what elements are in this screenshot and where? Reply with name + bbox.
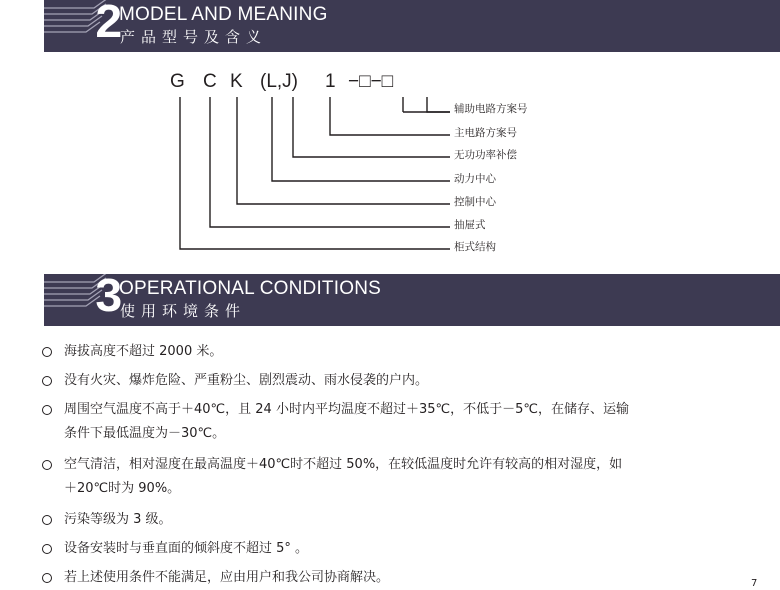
condition-text: 污染等级为 3 级。 xyxy=(64,512,172,527)
bullet-circle-icon xyxy=(42,460,52,470)
section-2-banner xyxy=(44,0,780,52)
section-title-cn: 使用环境条件 xyxy=(120,302,247,320)
list-item xyxy=(40,398,740,446)
bullet-circle-icon xyxy=(42,347,52,357)
meaning-main-circuit: 主电路方案号 xyxy=(454,127,517,139)
condition-text: 设备安装时与垂直面的倾斜度不超过 5° 。 xyxy=(64,541,309,556)
section-title-cn: 产品型号及含义 xyxy=(120,28,268,46)
condition-text-cont: ＋20℃时为 90%。 xyxy=(64,481,181,496)
list-item xyxy=(40,340,740,364)
condition-text: 没有火灾、爆炸危险、严重粉尘、剧烈震动、雨水侵袭的户内。 xyxy=(64,373,429,388)
model-char-lj: (L,J) xyxy=(260,71,298,92)
condition-text: 若上述使用条件不能满足，应由用户和我公司协商解决。 xyxy=(64,570,390,585)
condition-text-cont: 条件下最低温度为－30℃。 xyxy=(64,426,226,441)
bullet-circle-icon xyxy=(42,573,52,583)
meaning-aux-circuit: 辅助电路方案号 xyxy=(454,103,528,115)
page-number: 7 xyxy=(751,578,758,589)
model-char-c: C xyxy=(203,71,217,92)
section-number: 3 xyxy=(95,274,121,321)
bullet-circle-icon xyxy=(42,515,52,525)
list-item xyxy=(40,537,740,561)
model-char-k: K xyxy=(230,71,243,92)
meaning-cabinet-structure: 柜式结构 xyxy=(454,241,496,253)
meaning-control-center: 控制中心 xyxy=(454,196,496,208)
meaning-power-center: 动力中心 xyxy=(454,173,496,185)
section-title-en: OPERATIONAL CONDITIONS xyxy=(119,278,381,299)
bullet-circle-icon xyxy=(42,405,52,415)
bullet-circle-icon xyxy=(42,376,52,386)
model-code-diagram xyxy=(0,52,780,264)
model-char-1: 1 xyxy=(325,71,336,92)
meaning-drawer-type: 抽屉式 xyxy=(454,219,486,231)
model-char-boxes: −□−□ xyxy=(348,71,394,92)
list-item xyxy=(40,453,740,501)
condition-text: 空气清洁，相对湿度在最高温度＋40℃时不超过 50%，在较低温度时允许有较高的相对湿度，如 xyxy=(64,457,623,472)
list-item xyxy=(40,566,740,590)
section-number: 2 xyxy=(95,0,121,47)
condition-text: 海拔高度不超过 2000 米。 xyxy=(64,344,223,359)
list-item xyxy=(40,508,740,532)
section-3-banner xyxy=(44,274,780,326)
conditions-list xyxy=(40,340,740,590)
section-title-en: MODEL AND MEANING xyxy=(119,4,328,25)
condition-text: 周围空气温度不高于＋40℃，且 24 小时内平均温度不超过＋35℃，不低于－5℃，在储存、运输 xyxy=(64,402,629,417)
meaning-reactive-comp: 无功功率补偿 xyxy=(454,149,517,161)
connector-lines xyxy=(180,97,450,249)
bullet-circle-icon xyxy=(42,544,52,554)
model-char-g: G xyxy=(170,71,185,92)
list-item xyxy=(40,369,740,393)
